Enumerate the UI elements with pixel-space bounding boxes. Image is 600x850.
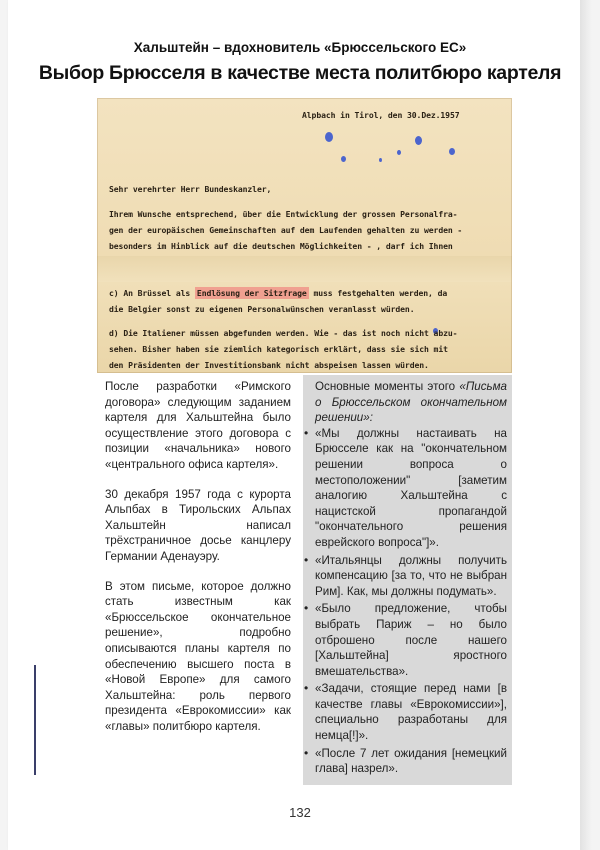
letter-line: d) Die Italiener müssen abgefunden werden. Wie - das ist noch nicht abzu- [109, 328, 458, 338]
letter-dateline: Alpbach in Tirol, den 30.Dez.1957 [302, 110, 460, 120]
highlighted-phrase: Endlösung der Sitzfrage [196, 288, 307, 298]
letter-facsimile [97, 98, 512, 373]
bullet-glyph: • [304, 745, 309, 760]
paragraph: После разработки «Римского договора» следующим заданием картеля для Хальштейна было осуществление этого договора с позиции «начальника» нового «центрального офиса картеля». [105, 380, 291, 471]
letter-line: die Belgier sonst zu eigenen Personalwünschen veranlasst würden. [109, 304, 415, 314]
paragraph: В этом письме, которое должно стать известным как «Брюссельское окончательное решение», подробно описываются планы картеля по обеспечению высшего поста в «Новой Европе» для самого Хальштейна: роль первого президента «Еврокомиссии» как «главы» политбюро картеля. [105, 579, 291, 733]
bullet-glyph: • [304, 425, 309, 440]
letter-line: sehen. Bisher haben sie ziemlich kategorisch erklärt, dass sie sich mit [109, 344, 448, 354]
page-edge-shadow [580, 0, 592, 850]
bullet-text: «После 7 лет ожидания [немецкий глава] назрел». [315, 746, 507, 776]
bullet-text: «Итальянцы должны получить компенсацию [за то, что не выбран Рим]. Как, мы должны подумать». [315, 553, 507, 598]
right-column-content [304, 379, 507, 779]
letter-salutation: Sehr verehrter Herr Bundeskanzler, [109, 184, 272, 194]
bullet-text: «Мы должны настаивать на Брюсселе как на "окончательном решении вопроса о местоположении" [заметим аналогию Хальштейна с нацистской пропагандой "окончательного решения еврейского вопроса"]». [315, 426, 507, 549]
bullet-item [304, 601, 507, 679]
bullet-glyph: • [304, 681, 309, 696]
letter-border [97, 98, 512, 373]
paragraph: 30 декабря 1957 года с курорта Альпбах в Тирольских Альпах Хальштейн написал трёхстраничное досье канцлеру Германии Аденауэру. [105, 487, 291, 563]
bullet-item [304, 681, 507, 743]
letter-text: muss festgehalten werden, da [308, 288, 448, 298]
left-text-column [97, 375, 293, 785]
bullet-item [304, 745, 507, 777]
letter-line: besonders im Hinblick auf die deutschen Möglichkeiten - , darf ich Ihnen [109, 241, 453, 251]
intro-italic: «Письма о Брюссельском окончательном решении»: [315, 380, 507, 425]
left-column-content [105, 379, 291, 748]
letter-line: den Präsidenten der Investitionsbank nicht abspeisen lassen würden. [109, 360, 429, 370]
chapter-supertitle: Хальштейн – вдохновитель «Брюссельского ЕС» [133, 40, 467, 55]
letter-text: c) An Brüssel als [109, 288, 195, 298]
margin-rule [34, 665, 36, 775]
bullet-text: «Задачи, стоящие перед нами [в качестве главы «Еврокомиссии»], специально разработаны для немца[!]». [315, 682, 507, 743]
quotes-intro [315, 379, 507, 426]
bullet-item [304, 552, 507, 600]
bullet-glyph: • [304, 552, 309, 567]
page-title: Выбор Брюсселя в качестве места политбюро картеля [38, 62, 562, 84]
letter-line: gen der europäischen Gemeinschaften auf dem Laufenden gehalten zu werden - [109, 225, 463, 235]
bullet-item [304, 425, 507, 551]
right-text-column [303, 375, 512, 785]
intro-text: Основные моменты этого [315, 380, 456, 393]
bullet-text: «Было предложение, чтобы выбрать Париж – но было отброшено после нашего [Хальштейна] яростного вмешательства». [315, 602, 507, 678]
letter-line: Ihrem Wunsche entsprechend, über die Entwicklung der grossen Personalfra- [109, 209, 458, 219]
page-number: 132 [289, 805, 311, 820]
bullet-glyph: • [304, 601, 309, 616]
